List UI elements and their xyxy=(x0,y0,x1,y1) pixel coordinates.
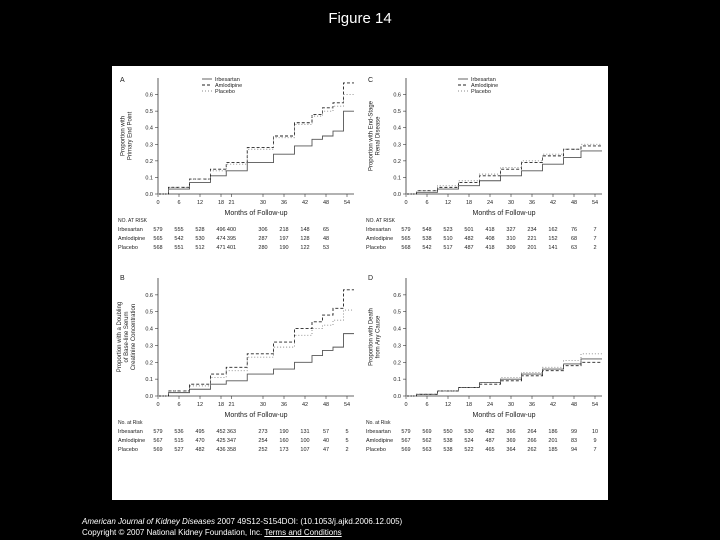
chart-c-risk-row-label: Irbesartan xyxy=(366,227,391,233)
chart-c-y-axis-label: Proportion with End-Stage xyxy=(368,100,375,172)
chart-a-risk-cell: 306 xyxy=(258,227,268,233)
chart-a-risk-cell: 122 xyxy=(300,245,310,251)
chart-d-risk-cell: 569 xyxy=(422,429,432,435)
chart-c-x-tick-label: 12 xyxy=(444,200,452,206)
chart-d-risk-cell: 530 xyxy=(464,429,474,435)
chart-b-y-tick-label: 0.4 xyxy=(145,326,153,333)
chart-d-y-tick-label: 0.5 xyxy=(393,309,401,316)
figure-title: Figure 14 xyxy=(328,10,392,27)
chart-a-y-tick-label: 0.4 xyxy=(145,125,153,132)
chart-b-risk-cell: 567 xyxy=(153,438,163,444)
chart-b-risk-cell: 452 xyxy=(216,429,226,435)
chart-d-risk-cell: 538 xyxy=(443,447,453,453)
chart-b-y-tick-label: 0.1 xyxy=(145,377,153,384)
chart-b-x-axis-label: Months of Follow-up xyxy=(224,412,288,419)
chart-a-risk-cell: 148 xyxy=(300,227,310,233)
chart-a-series-placebo xyxy=(158,95,354,194)
chart-a-risk-cell: 395 xyxy=(226,236,237,242)
chart-b-x-tick-label: 30 xyxy=(259,402,267,408)
chart-b-risk-cell: 273 xyxy=(258,429,268,435)
chart-b-risk-cell: 536 xyxy=(174,429,184,435)
chart-a-risk-cell: 512 xyxy=(195,245,205,251)
chart-d-series-irbesartan xyxy=(406,359,602,396)
citation-journal: American Journal of Kidney Diseases xyxy=(82,517,215,526)
chart-c-legend-entry: Amlodipine xyxy=(471,83,499,89)
chart-a-risk-cell: 551 xyxy=(174,245,184,251)
chart-a-risk-cell: 528 xyxy=(195,227,205,233)
chart-a-x-tick-label: 36 xyxy=(280,200,288,206)
chart-a-x-tick-label: 48 xyxy=(322,200,330,206)
chart-a-y-tick-label: 0.6 xyxy=(145,92,153,99)
chart-c-y-tick-label: 0.1 xyxy=(393,175,401,182)
chart-a-risk-cell: 530 xyxy=(195,236,205,242)
chart-a-x-tick-label: 18 xyxy=(217,200,225,206)
chart-c-y-tick-label: 0.2 xyxy=(393,158,401,165)
chart-c-y-tick-label: 0.6 xyxy=(393,92,401,99)
chart-d-risk-cell: 482 xyxy=(485,429,495,435)
chart-c-legend-entry: Placebo xyxy=(471,89,491,95)
chart-b-risk-cell: 190 xyxy=(279,429,289,435)
chart-d-risk-cell: 569 xyxy=(401,447,411,453)
chart-c-risk-cell: 309 xyxy=(506,245,516,251)
chart-d-risk-row-label: Placebo xyxy=(366,447,386,453)
chart-a-risk-cell: 190 xyxy=(279,245,289,251)
chart-d-risk-cell: 10 xyxy=(591,429,599,435)
chart-c-risk-cell: 234 xyxy=(527,227,537,233)
chart-a-risk-cell: 471 xyxy=(216,245,226,251)
chart-c-risk-cell: 510 xyxy=(443,236,453,242)
chart-d-risk-cell: 185 xyxy=(548,447,558,453)
chart-d-y-tick-label: 0.4 xyxy=(393,326,401,333)
chart-b-risk-cell: 527 xyxy=(174,447,184,453)
chart-b-risk-cell: 470 xyxy=(195,438,205,444)
chart-d-risk-cell: 487 xyxy=(485,438,495,444)
chart-b-risk-cell: 436 xyxy=(216,447,226,453)
chart-b-risk-cell: 5 xyxy=(345,438,349,444)
chart-a-risk-cell: 65 xyxy=(322,227,330,233)
chart-c-panel-label: C xyxy=(368,77,374,84)
chart-b-x-tick-label: 36 xyxy=(280,402,288,408)
chart-c-x-tick-label: 18 xyxy=(465,200,473,206)
chart-a-x-tick-label: 30 xyxy=(259,200,267,206)
chart-c-risk-cell: 548 xyxy=(422,227,432,233)
chart-c-risk-cell: 565 xyxy=(401,236,411,242)
chart-c-risk-cell: 201 xyxy=(527,245,537,251)
chart-c-risk-cell: 538 xyxy=(422,236,432,242)
chart-b-risk-cell: 252 xyxy=(258,447,268,453)
chart-a-risk-cell: 542 xyxy=(174,236,184,242)
chart-a-risk-cell: 568 xyxy=(153,245,163,251)
chart-c-risk-cell: 408 xyxy=(485,236,495,242)
chart-a-legend-entry: Placebo xyxy=(215,89,235,95)
chart-c-x-tick-label: 54 xyxy=(591,200,599,206)
chart-b-risk-cell: 569 xyxy=(153,447,163,453)
chart-a-risk-cell: 218 xyxy=(279,227,289,233)
chart-c-risk-row-label: Placebo xyxy=(366,245,386,251)
chart-b-series-placebo xyxy=(158,310,354,396)
chart-b-panel-label: B xyxy=(120,275,125,282)
chart-b-risk-header: No. at Risk xyxy=(118,420,143,426)
chart-a-risk-cell: 565 xyxy=(153,236,163,242)
chart-a-x-axis-label: Months of Follow-up xyxy=(224,210,288,217)
citation-copyright: Copyright © 2007 National Kidney Foundation, Inc. xyxy=(82,528,265,537)
chart-d-risk-cell: 9 xyxy=(593,438,597,444)
chart-d-risk-cell: 94 xyxy=(570,447,578,453)
chart-a-risk-cell: 401 xyxy=(226,245,237,251)
chart-d-y-axis-label: Proportion with Death xyxy=(368,308,375,366)
chart-d-risk-cell: 366 xyxy=(506,429,516,435)
terms-and-conditions-link[interactable]: Terms and Conditions xyxy=(264,528,342,537)
chart-d-risk-cell: 7 xyxy=(593,447,597,453)
chart-d-x-tick-label: 42 xyxy=(549,402,557,408)
chart-b-x-tick-label: 21 xyxy=(228,402,235,408)
chart-a-risk-cell: 496 xyxy=(216,227,226,233)
chart-a-risk-cell: 579 xyxy=(153,227,163,233)
chart-c-x-axis-label: Months of Follow-up xyxy=(472,210,536,217)
chart-a-series-amlodipine xyxy=(158,83,354,194)
chart-d-risk-cell: 369 xyxy=(506,438,516,444)
chart-c-risk-cell: 2 xyxy=(593,245,597,251)
chart-a-risk-row-label: Amlodipine xyxy=(118,236,146,242)
chart-b-x-tick-label: 6 xyxy=(177,402,181,408)
chart-b-y-axis-label: of Base-line Serum xyxy=(124,311,130,363)
chart-a-y-axis-label: Proportion with xyxy=(120,115,127,157)
chart-c-y-tick-label: 0.3 xyxy=(393,142,401,149)
chart-c-x-tick-label: 0 xyxy=(404,200,408,206)
chart-d-risk-header: No. at Risk xyxy=(366,420,391,426)
chart-c-series-amlodipine xyxy=(406,146,602,194)
chart-d-y-tick-label: 0.1 xyxy=(393,377,401,384)
chart-c-risk-cell: 501 xyxy=(464,227,474,233)
chart-a-risk-cell: 555 xyxy=(174,227,184,233)
chart-b-risk-cell: 160 xyxy=(279,438,289,444)
chart-a-x-tick-label: 54 xyxy=(343,200,351,206)
chart-b-risk-cell: 107 xyxy=(300,447,310,453)
chart-c-risk-cell: 568 xyxy=(401,245,411,251)
chart-a-y-axis-label: Primary End Point xyxy=(127,111,134,161)
chart-d-x-tick-label: 6 xyxy=(425,402,429,408)
chart-a-legend-entry: Irbesartan xyxy=(215,77,240,83)
chart-c-risk-row-label: Amlodipine xyxy=(366,236,394,242)
chart-a-x-tick-label: 0 xyxy=(156,200,160,206)
citation-details: 2007 49S12-S154DOI: (10.1053/j.ajkd.2006.12.005) xyxy=(214,517,403,526)
chart-c-x-tick-label: 24 xyxy=(486,200,494,206)
chart-a-risk-row-label: Placebo xyxy=(118,245,138,251)
chart-b-y-tick-label: 0.5 xyxy=(145,309,153,316)
chart-b-risk-cell: 425 xyxy=(216,438,226,444)
chart-c-risk-cell: 141 xyxy=(548,245,558,251)
chart-a-risk-cell: 474 xyxy=(216,236,226,242)
chart-d-x-axis-label: Months of Follow-up xyxy=(472,412,536,419)
chart-d-x-tick-label: 24 xyxy=(486,402,494,408)
chart-d-y-tick-label: 0.3 xyxy=(393,343,401,350)
chart-d-x-tick-label: 12 xyxy=(444,402,452,408)
chart-d-y-tick-label: 0.2 xyxy=(393,360,401,367)
chart-b-risk-cell: 482 xyxy=(195,447,205,453)
chart-b-risk-row-label: Amlodipine xyxy=(118,438,146,444)
chart-b-risk-cell: 47 xyxy=(322,447,330,453)
chart-d-risk-cell: 262 xyxy=(527,447,537,453)
chart-c-risk-cell: 310 xyxy=(506,236,516,242)
chart-c-x-tick-label: 6 xyxy=(425,200,429,206)
chart-b-risk-cell: 173 xyxy=(279,447,289,453)
chart-a-x-tick-label: 42 xyxy=(301,200,309,206)
chart-b-y-tick-label: 0.0 xyxy=(145,394,153,400)
chart-d-x-tick-label: 54 xyxy=(591,402,599,408)
chart-d-risk-cell: 562 xyxy=(422,438,432,444)
chart-c-x-tick-label: 30 xyxy=(507,200,515,206)
chart-c-risk-cell: 523 xyxy=(443,227,453,233)
chart-a-risk-cell: 128 xyxy=(300,236,310,242)
chart-c-risk-header: NO. AT RISK xyxy=(366,218,395,224)
chart-b-risk-cell: 363 xyxy=(226,429,237,435)
chart-b-risk-cell: 5 xyxy=(345,429,349,435)
chart-d-risk-cell: 83 xyxy=(570,438,578,444)
chart-d-x-tick-label: 36 xyxy=(528,402,536,408)
chart-d-risk-cell: 201 xyxy=(548,438,558,444)
chart-b-x-tick-label: 0 xyxy=(156,402,160,408)
chart-c-risk-cell: 517 xyxy=(443,245,453,251)
chart-d-risk-cell: 567 xyxy=(401,438,411,444)
chart-a-legend-entry: Amlodipine xyxy=(215,83,243,89)
chart-c-risk-cell: 542 xyxy=(422,245,432,251)
chart-b-x-tick-label: 18 xyxy=(217,402,225,408)
chart-c-legend-entry: Irbesartan xyxy=(471,77,496,83)
citation xyxy=(82,516,642,538)
chart-b-risk-cell: 40 xyxy=(322,438,330,444)
chart-d-risk-row-label: Irbesartan xyxy=(366,429,391,435)
chart-a-risk-cell: 287 xyxy=(258,236,268,242)
chart-c-x-tick-label: 42 xyxy=(549,200,557,206)
chart-a-y-tick-label: 0.1 xyxy=(145,175,153,182)
chart-a-series-irbesartan xyxy=(158,111,354,194)
chart-d-risk-cell: 538 xyxy=(443,438,453,444)
chart-a-risk-row-label: Irbesartan xyxy=(118,227,143,233)
chart-c-x-tick-label: 48 xyxy=(570,200,578,206)
chart-b-risk-cell: 515 xyxy=(174,438,184,444)
chart-b-series-amlodipine xyxy=(158,290,354,396)
chart-d-x-tick-label: 0 xyxy=(404,402,408,408)
chart-d-y-axis-label: from Any Cause xyxy=(375,315,382,359)
chart-a-y-tick-label: 0.0 xyxy=(145,192,153,198)
chart-c-risk-cell: 221 xyxy=(527,236,537,242)
chart-c-risk-cell: 68 xyxy=(570,236,578,242)
chart-d-y-tick-label: 0.0 xyxy=(393,394,401,400)
chart-c-risk-cell: 7 xyxy=(593,236,597,242)
chart-a-risk-cell: 400 xyxy=(226,227,237,233)
chart-b-y-tick-label: 0.3 xyxy=(145,343,153,350)
chart-c-y-tick-label: 0.4 xyxy=(393,125,401,132)
chart-d-x-tick-label: 18 xyxy=(465,402,473,408)
chart-c-risk-cell: 418 xyxy=(485,245,495,251)
chart-b-y-tick-label: 0.2 xyxy=(145,360,153,367)
chart-c-risk-cell: 418 xyxy=(485,227,495,233)
chart-a-y-tick-label: 0.3 xyxy=(145,142,153,149)
chart-d-risk-cell: 522 xyxy=(464,447,474,453)
chart-c-risk-cell: 482 xyxy=(464,236,474,242)
chart-a-y-tick-label: 0.2 xyxy=(145,158,153,165)
chart-c-risk-cell: 327 xyxy=(506,227,516,233)
chart-b-series-irbesartan xyxy=(158,334,354,396)
chart-d-risk-cell: 266 xyxy=(527,438,537,444)
chart-b-x-tick-label: 42 xyxy=(301,402,309,408)
chart-a-risk-cell: 280 xyxy=(258,245,268,251)
chart-c-risk-cell: 579 xyxy=(401,227,411,233)
chart-b-risk-row-label: Placebo xyxy=(118,447,138,453)
chart-b-x-tick-label: 12 xyxy=(196,402,204,408)
chart-d-x-tick-label: 48 xyxy=(570,402,578,408)
chart-c-y-tick-label: 0.5 xyxy=(393,109,401,116)
chart-d-risk-cell: 579 xyxy=(401,429,411,435)
chart-d-risk-cell: 264 xyxy=(527,429,537,435)
chart-a-risk-cell: 53 xyxy=(322,245,330,251)
chart-d-risk-cell: 465 xyxy=(485,447,495,453)
chart-d-y-tick-label: 0.6 xyxy=(393,292,401,299)
chart-b-y-axis-label: Proportion with a Doubling xyxy=(117,301,123,373)
chart-a-risk-cell: 48 xyxy=(322,236,330,242)
chart-c-series-irbesartan xyxy=(406,151,602,194)
chart-d-panel-label: D xyxy=(368,275,374,282)
chart-c-risk-cell: 487 xyxy=(464,245,474,251)
chart-b-y-tick-label: 0.6 xyxy=(145,292,153,299)
chart-b-risk-cell: 57 xyxy=(322,429,330,435)
chart-c-risk-cell: 63 xyxy=(570,245,578,251)
chart-a-y-tick-label: 0.5 xyxy=(145,109,153,116)
chart-b-x-tick-label: 48 xyxy=(322,402,330,408)
chart-c-risk-cell: 7 xyxy=(593,227,597,233)
chart-c-y-tick-label: 0.0 xyxy=(393,192,401,198)
chart-a-x-tick-label: 12 xyxy=(196,200,204,206)
chart-b-x-tick-label: 54 xyxy=(343,402,351,408)
chart-a-x-tick-label: 6 xyxy=(177,200,181,206)
chart-b-risk-cell: 347 xyxy=(226,438,237,444)
chart-d-series-placebo xyxy=(406,354,602,396)
figure-svg xyxy=(112,66,608,500)
chart-c-risk-cell: 76 xyxy=(570,227,578,233)
chart-b-risk-row-label: Irbesartan xyxy=(118,429,143,435)
chart-d-risk-cell: 563 xyxy=(422,447,432,453)
chart-b-y-axis-label: Creatinine Concentration xyxy=(131,303,137,371)
figure-image xyxy=(112,66,608,500)
chart-b-risk-cell: 2 xyxy=(345,447,349,453)
chart-c-risk-cell: 162 xyxy=(548,227,558,233)
chart-a-risk-cell: 197 xyxy=(279,236,289,242)
chart-b-risk-cell: 100 xyxy=(300,438,310,444)
chart-d-risk-cell: 99 xyxy=(570,429,578,435)
chart-b-risk-cell: 358 xyxy=(226,447,237,453)
chart-b-risk-cell: 131 xyxy=(300,429,310,435)
chart-c-y-axis-label: Renal Disease xyxy=(375,116,382,156)
chart-b-risk-cell: 254 xyxy=(258,438,268,444)
chart-d-x-tick-label: 30 xyxy=(507,402,515,408)
chart-d-risk-cell: 364 xyxy=(506,447,516,453)
citation-line-2 xyxy=(82,527,642,538)
chart-b-risk-cell: 579 xyxy=(153,429,163,435)
citation-line-1 xyxy=(82,516,642,527)
chart-a-x-tick-label: 21 xyxy=(228,200,235,206)
chart-d-risk-row-label: Amlodipine xyxy=(366,438,394,444)
chart-b-risk-cell: 495 xyxy=(195,429,205,435)
chart-d-risk-cell: 186 xyxy=(548,429,558,435)
chart-d-risk-cell: 524 xyxy=(464,438,474,444)
chart-c-risk-cell: 152 xyxy=(548,236,558,242)
chart-a-risk-header: NO. AT RISK xyxy=(118,218,147,224)
chart-d-risk-cell: 550 xyxy=(443,429,453,435)
chart-c-x-tick-label: 36 xyxy=(528,200,536,206)
chart-a-panel-label: A xyxy=(120,77,125,84)
